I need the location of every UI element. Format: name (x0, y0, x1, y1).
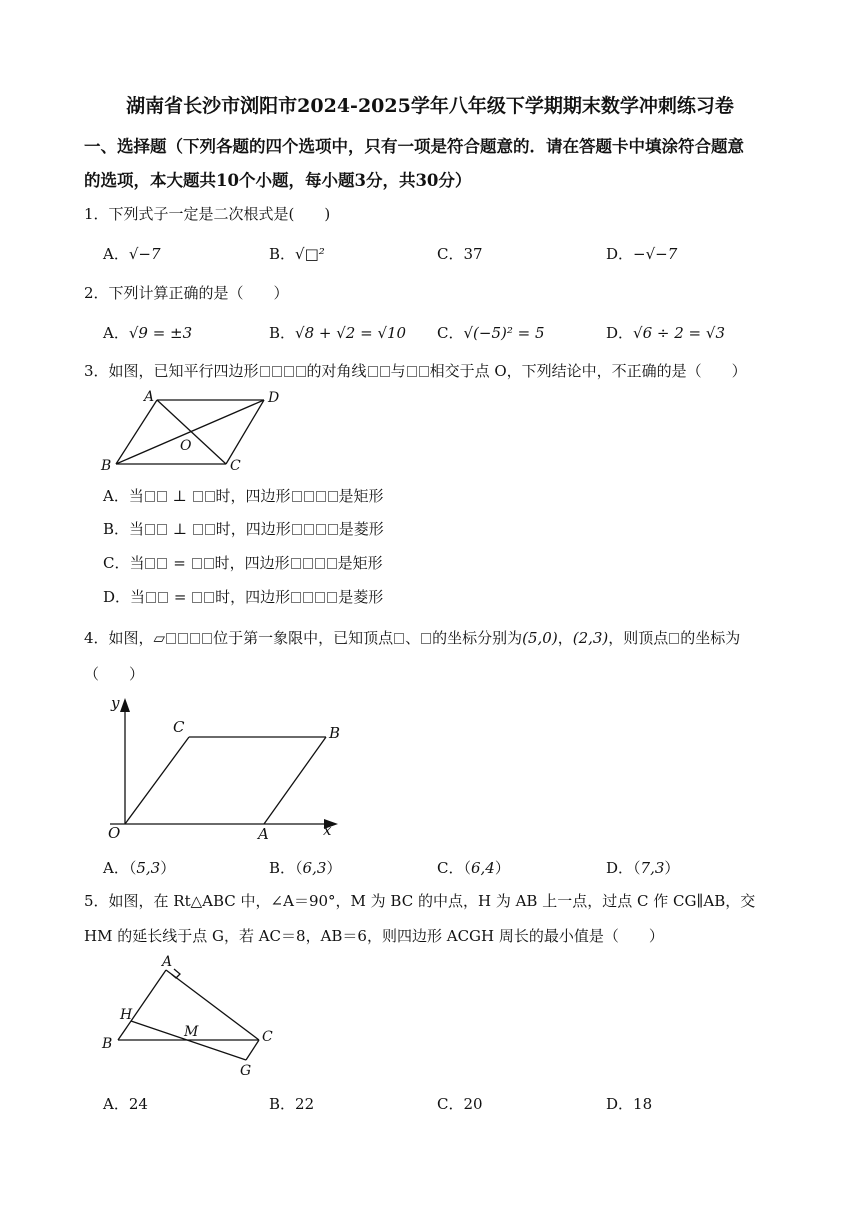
q1-option-d: D．−√−7 (606, 245, 678, 263)
q4-label-c: C (173, 718, 185, 736)
q5-triangle-figure (96, 952, 296, 1082)
q3-option-d: D．当 = 时，四边形 是菱形 (103, 588, 384, 606)
q5-option-a: A．24 (103, 1095, 148, 1113)
q1-option-b: B．√□² (269, 245, 325, 263)
q4-coordinate-figure (96, 688, 346, 848)
q3-label-o: O (180, 438, 192, 454)
q2-option-a: A．√9 = ±3 (103, 324, 193, 342)
q4-label-x: x (323, 821, 332, 839)
q3-label-a: A (144, 389, 155, 405)
q3-label-c: C (230, 458, 241, 474)
q3-label-b: B (101, 458, 112, 474)
y-axis-arrow-icon (120, 698, 130, 712)
q3-option-c: C．当 = 时，四边形 是矩形 (103, 554, 383, 572)
q5-stem-line2: HM 的延长线于点 G，若 AC＝8，AB＝6，则四边形 ACGH 周长的最小值是（ ） (84, 927, 664, 945)
q1-option-b-math: √□² (295, 245, 325, 263)
section-heading-line1: 一、选择题（下列各题的四个选项中，只有一项是符合题意的．请在答题卡中填涂符合题意 (84, 137, 744, 156)
q3-stem: 3．如图，已知平行四边形 的对角线 与 相交于点 O，下列结论中，不正确的是（ ） (84, 362, 747, 380)
q2-option-c: C．√(−5)² = 5 (437, 324, 545, 342)
q4-stem-line1: 4．如图，▱ 位于第一象限中，已知顶点 、 的坐标分别为(5,0)，(2,3)，则顶点 的坐标为 (84, 629, 741, 647)
q2-option-d: D．√6 ÷ 2 = √3 (606, 324, 725, 342)
q4-option-a: A．（5,3） (103, 859, 176, 877)
q1-option-a-math: √−7 (128, 245, 161, 263)
q2-option-b-math: √8 + √2 = √10 (295, 324, 407, 342)
q5-label-g: G (240, 1063, 252, 1079)
q4-label-o: O (108, 824, 121, 842)
q4-label-a: A (258, 825, 269, 843)
q5-option-c: C．20 (437, 1095, 483, 1113)
section-heading-line2: 的选项，本大题共10个小题，每小题3分，共30分） (84, 171, 472, 190)
q5-label-m: M (184, 1024, 199, 1040)
q3-option-b: B．当 ⊥ 时，四边形 是菱形 (103, 520, 384, 538)
q5-option-b: B．22 (269, 1095, 315, 1113)
q5-label-b: B (102, 1036, 113, 1052)
q4-label-y: y (111, 694, 120, 712)
q5-label-a: A (162, 954, 173, 970)
q1-option-d-math: −√−7 (633, 245, 678, 263)
q2-stem: 2．下列计算正确的是（ ） (84, 284, 289, 302)
q2-option-d-math: √6 ÷ 2 = √3 (633, 324, 725, 342)
q4-option-d: D．（7,3） (606, 859, 680, 877)
q2-option-a-math: √9 = ±3 (128, 324, 193, 342)
q5-stem-line1: 5．如图，在 Rt△ABC 中，∠A＝90°，M 为 BC 的中点，H 为 AB 上一点，过点 C 作 CG∥AB，交 (84, 892, 756, 910)
q2-option-c-math: √(−5)² = 5 (463, 324, 545, 342)
q4-label-b: B (329, 724, 341, 742)
q1-option-c: C．37 (437, 245, 483, 263)
q5-option-d: D．18 (606, 1095, 653, 1113)
q2-option-b: B．√8 + √2 = √10 (269, 324, 407, 342)
q3-option-a: A．当 ⊥ 时，四边形 是矩形 (103, 487, 384, 505)
q3-label-d: D (268, 390, 280, 406)
q1-stem: 1．下列式子一定是二次根式是( ) (84, 205, 331, 223)
q4-option-c: C．（6,4） (437, 859, 510, 877)
q1-option-a: A．√−7 (103, 245, 161, 263)
q4-option-b: B．（6,3） (269, 859, 342, 877)
q5-label-c: C (262, 1029, 273, 1045)
q4-stem-line2: （ ） (84, 665, 145, 683)
q5-label-h: H (120, 1007, 133, 1023)
page-title: 湖南省长沙市浏阳市2024-2025学年八年级下学期期末数学冲刺练习卷 (126, 95, 734, 117)
q3-parallelogram-figure (96, 386, 296, 476)
